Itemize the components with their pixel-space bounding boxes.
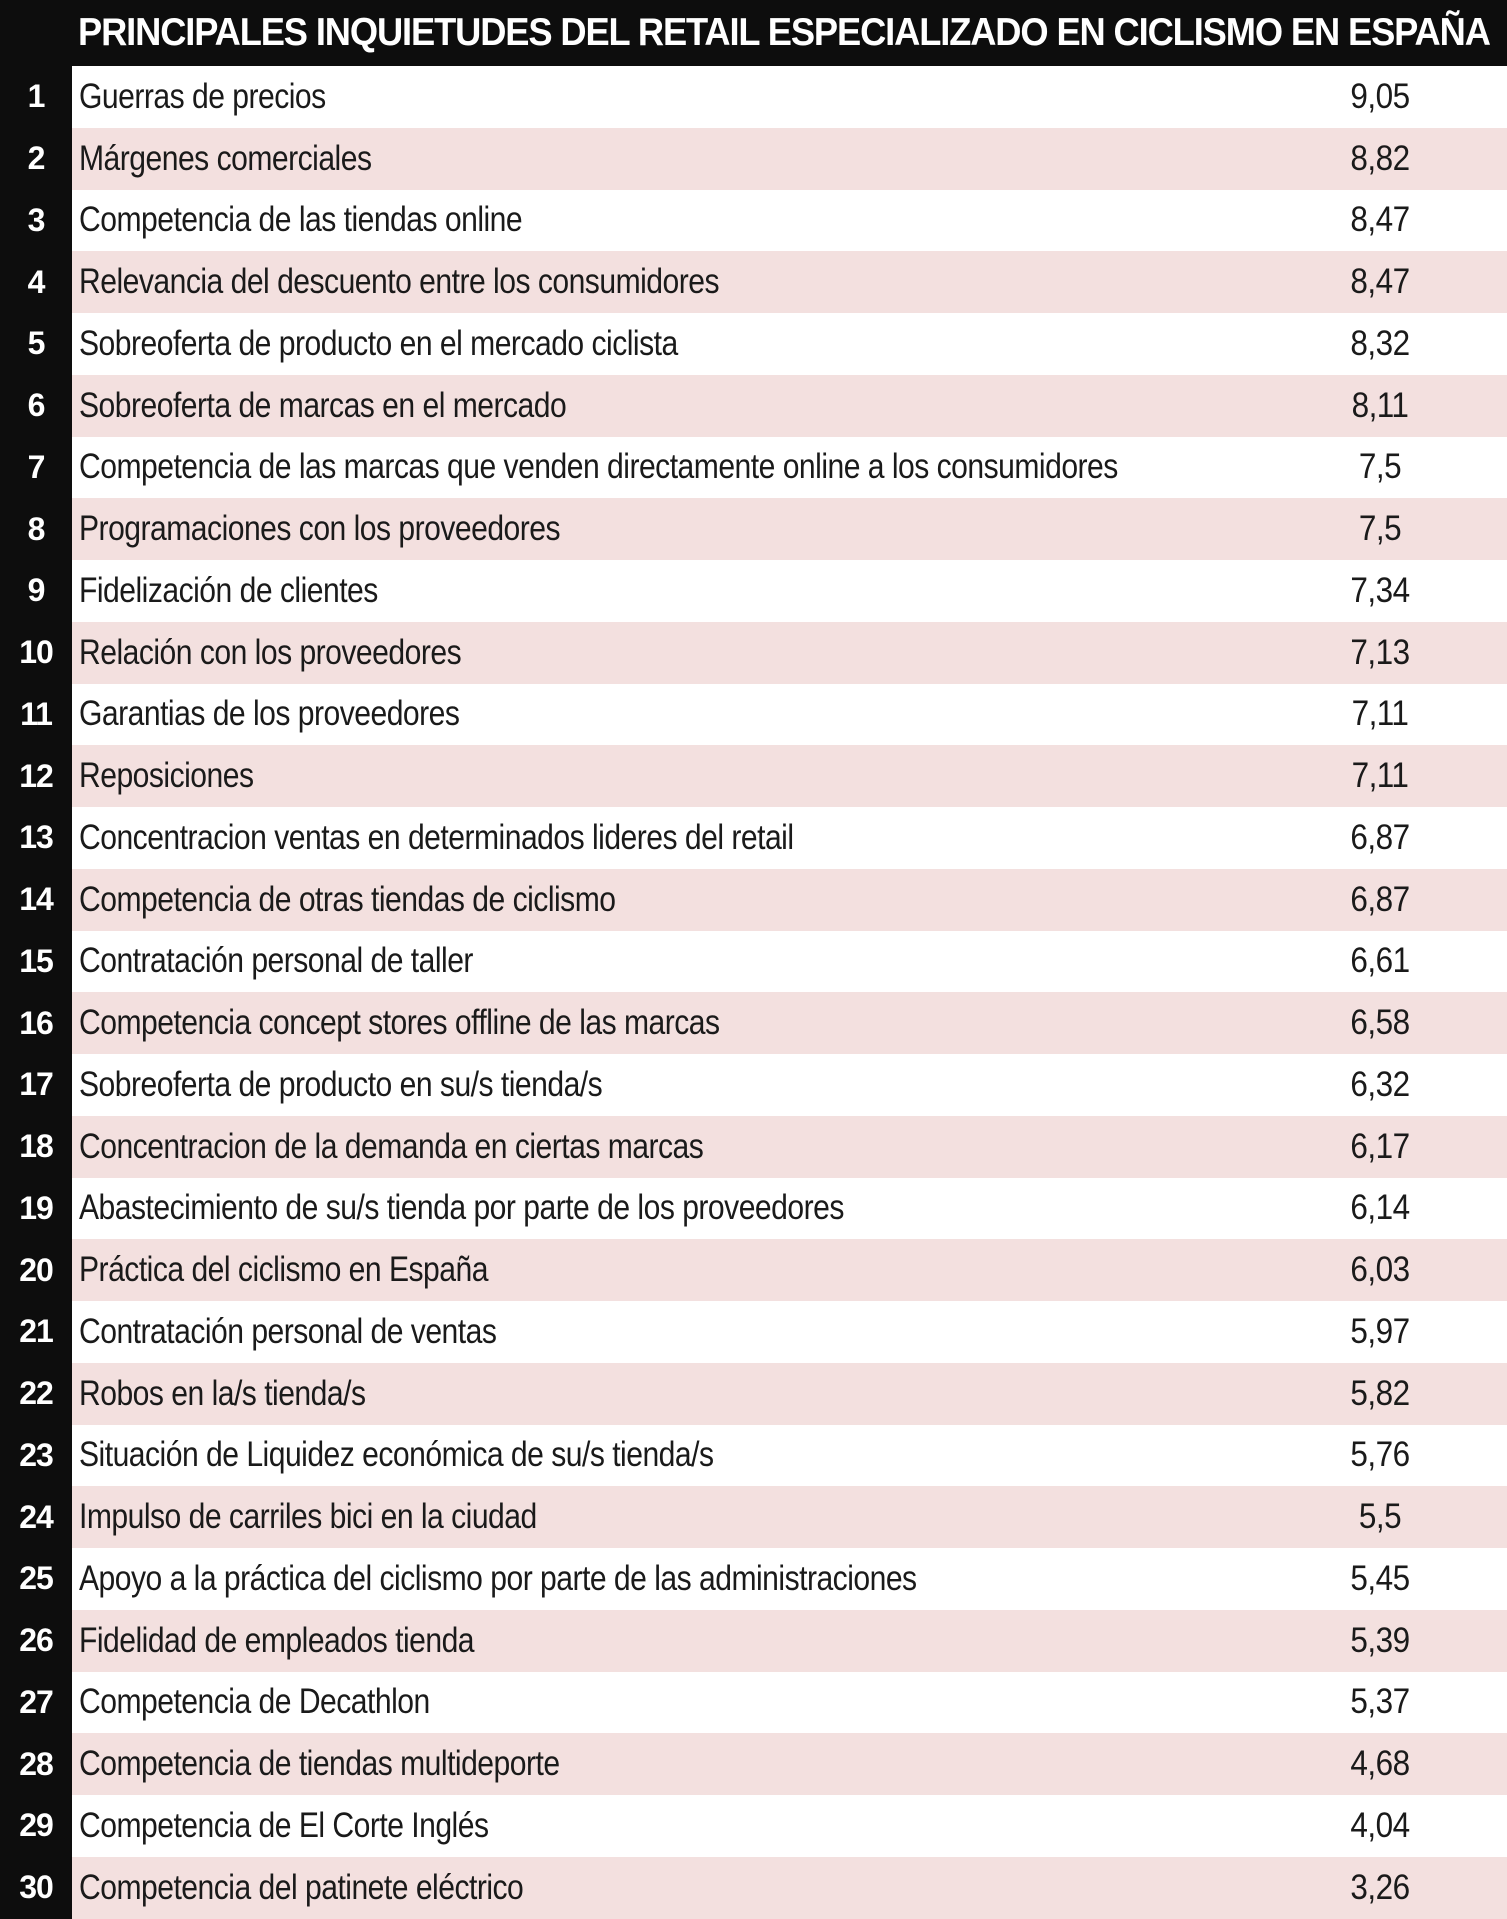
concern-label-cell — [72, 992, 1255, 1054]
rank-cell: 6 — [0, 375, 72, 437]
rank-cell: 30 — [0, 1857, 72, 1919]
score-value: 7,5 — [1358, 447, 1402, 487]
concern-label-cell — [72, 1486, 1255, 1548]
concern-label: Sobreoferta de producto en el mercado ciclista — [79, 323, 678, 363]
score-value: 5,76 — [1350, 1435, 1410, 1475]
table-row — [0, 622, 1507, 684]
score-cell — [1255, 1239, 1507, 1301]
score-value: 6,61 — [1350, 941, 1410, 981]
score-cell — [1255, 1425, 1507, 1487]
concern-label-cell — [72, 313, 1255, 375]
score-value: 7,13 — [1350, 632, 1410, 672]
score-value: 5,45 — [1350, 1558, 1410, 1598]
rank-cell: 24 — [0, 1486, 72, 1548]
score-cell — [1255, 684, 1507, 746]
score-cell — [1255, 992, 1507, 1054]
concern-label: Programaciones con los proveedores — [79, 509, 561, 549]
table-row — [0, 1425, 1507, 1487]
rank-cell: 27 — [0, 1672, 72, 1734]
rank-cell: 19 — [0, 1178, 72, 1240]
score-cell — [1255, 1363, 1507, 1425]
concern-label: Concentracion ventas en determinados lideres del retail — [79, 817, 794, 857]
concern-label-cell — [72, 1672, 1255, 1734]
concern-label-cell — [72, 622, 1255, 684]
concern-label-cell — [72, 251, 1255, 313]
score-cell — [1255, 190, 1507, 252]
score-value: 7,11 — [1351, 694, 1409, 734]
rank-cell: 4 — [0, 251, 72, 313]
table-title: PRINCIPALES INQUIETUDES DEL RETAIL ESPECIALIZADO EN CICLISMO EN ESPAÑA — [78, 11, 1490, 54]
score-value: 8,32 — [1350, 323, 1410, 363]
table-row — [0, 437, 1507, 499]
score-value: 8,47 — [1350, 262, 1410, 302]
concern-label: Guerras de precios — [79, 76, 326, 116]
table-row — [0, 560, 1507, 622]
concern-label-cell — [72, 1116, 1255, 1178]
table-row — [0, 1239, 1507, 1301]
rank-cell: 13 — [0, 807, 72, 869]
table-row — [0, 992, 1507, 1054]
concern-label: Relevancia del descuento entre los consumidores — [79, 262, 720, 302]
concern-label: Abastecimiento de su/s tienda por parte de los proveedores — [79, 1188, 844, 1228]
rank-cell: 23 — [0, 1425, 72, 1487]
concern-label: Contratación personal de ventas — [79, 1311, 497, 1351]
concern-label: Competencia de tiendas multideporte — [79, 1744, 560, 1784]
concern-label-cell — [72, 1239, 1255, 1301]
score-cell — [1255, 251, 1507, 313]
score-cell — [1255, 1548, 1507, 1610]
concern-label-cell — [72, 1610, 1255, 1672]
concern-label: Práctica del ciclismo en España — [79, 1250, 488, 1290]
rank-cell: 2 — [0, 128, 72, 190]
concern-label: Competencia de las tiendas online — [79, 200, 523, 240]
concern-label: Fidelización de clientes — [79, 570, 378, 610]
concern-label: Fidelidad de empleados tienda — [79, 1620, 475, 1660]
table-row — [0, 1301, 1507, 1363]
score-value: 5,39 — [1350, 1620, 1410, 1660]
rank-cell: 10 — [0, 622, 72, 684]
concern-label: Competencia de El Corte Inglés — [79, 1805, 489, 1845]
concern-label: Garantias de los proveedores — [79, 694, 460, 734]
rank-cell: 8 — [0, 498, 72, 560]
score-cell — [1255, 1301, 1507, 1363]
score-cell — [1255, 1610, 1507, 1672]
rank-cell: 7 — [0, 437, 72, 499]
concern-label-cell — [72, 1548, 1255, 1610]
concern-label: Apoyo a la práctica del ciclismo por parte de las administraciones — [79, 1558, 917, 1598]
rank-cell: 26 — [0, 1610, 72, 1672]
score-cell — [1255, 1178, 1507, 1240]
score-cell — [1255, 807, 1507, 869]
table-row — [0, 498, 1507, 560]
concern-label: Impulso de carriles bici en la ciudad — [79, 1497, 537, 1537]
score-value: 7,11 — [1351, 756, 1409, 796]
concern-label-cell — [72, 66, 1255, 128]
rank-cell: 5 — [0, 313, 72, 375]
table-row — [0, 1178, 1507, 1240]
rank-cell: 29 — [0, 1795, 72, 1857]
rank-cell: 15 — [0, 931, 72, 993]
concern-label: Relación con los proveedores — [79, 632, 462, 672]
concern-label-cell — [72, 1795, 1255, 1857]
score-value: 6,14 — [1350, 1188, 1410, 1228]
score-value: 9,05 — [1350, 76, 1410, 116]
table-row — [0, 66, 1507, 128]
table-row — [0, 1548, 1507, 1610]
table-row — [0, 375, 1507, 437]
concern-label-cell — [72, 931, 1255, 993]
table-header — [0, 0, 1507, 66]
rank-cell: 28 — [0, 1733, 72, 1795]
score-cell — [1255, 1857, 1507, 1919]
table-row — [0, 1733, 1507, 1795]
concern-label: Situación de Liquidez económica de su/s tienda/s — [79, 1435, 714, 1475]
score-value: 4,04 — [1350, 1805, 1410, 1845]
table-row — [0, 745, 1507, 807]
concern-label-cell — [72, 1054, 1255, 1116]
score-value: 3,26 — [1350, 1867, 1410, 1907]
score-value: 6,87 — [1350, 879, 1410, 919]
concern-label-cell — [72, 684, 1255, 746]
table-row — [0, 931, 1507, 993]
score-cell — [1255, 1054, 1507, 1116]
score-value: 5,97 — [1350, 1311, 1410, 1351]
score-cell — [1255, 1733, 1507, 1795]
concern-label: Competencia de otras tiendas de ciclismo — [79, 879, 616, 919]
rank-cell: 9 — [0, 560, 72, 622]
table-body — [0, 66, 1507, 1919]
score-value: 7,34 — [1350, 570, 1410, 610]
score-value: 5,82 — [1350, 1373, 1410, 1413]
rank-cell: 18 — [0, 1116, 72, 1178]
score-cell — [1255, 375, 1507, 437]
rank-cell: 3 — [0, 190, 72, 252]
concern-label: Contratación personal de taller — [79, 941, 473, 981]
concern-label: Sobreoferta de marcas en el mercado — [79, 385, 567, 425]
concern-label-cell — [72, 560, 1255, 622]
concern-label-cell — [72, 1425, 1255, 1487]
table-row — [0, 1795, 1507, 1857]
score-value: 8,11 — [1351, 385, 1409, 425]
table-row — [0, 1857, 1507, 1919]
score-value: 6,03 — [1350, 1250, 1410, 1290]
concern-label-cell — [72, 1363, 1255, 1425]
score-cell — [1255, 1116, 1507, 1178]
score-cell — [1255, 1795, 1507, 1857]
concern-label-cell — [72, 128, 1255, 190]
table-row — [0, 869, 1507, 931]
concern-label: Márgenes comerciales — [79, 138, 372, 178]
concern-label-cell — [72, 869, 1255, 931]
score-cell — [1255, 560, 1507, 622]
table-row — [0, 313, 1507, 375]
score-value: 4,68 — [1350, 1744, 1410, 1784]
table-row — [0, 807, 1507, 869]
rank-cell: 22 — [0, 1363, 72, 1425]
table-row — [0, 128, 1507, 190]
rank-cell: 11 — [0, 684, 72, 746]
score-cell — [1255, 128, 1507, 190]
concern-label-cell — [72, 1733, 1255, 1795]
concern-label: Concentracion de la demanda en ciertas marcas — [79, 1126, 704, 1166]
concern-label: Reposiciones — [79, 756, 254, 796]
score-cell — [1255, 869, 1507, 931]
concern-label-cell — [72, 190, 1255, 252]
score-value: 8,82 — [1350, 138, 1410, 178]
rank-cell: 21 — [0, 1301, 72, 1363]
table-row — [0, 1486, 1507, 1548]
concern-label-cell — [72, 807, 1255, 869]
score-value: 7,5 — [1358, 509, 1402, 549]
score-cell — [1255, 931, 1507, 993]
rank-cell: 12 — [0, 745, 72, 807]
score-value: 5,5 — [1358, 1497, 1402, 1537]
rank-cell: 25 — [0, 1548, 72, 1610]
score-cell — [1255, 622, 1507, 684]
table-row — [0, 1363, 1507, 1425]
concern-label-cell — [72, 1301, 1255, 1363]
rank-cell: 1 — [0, 66, 72, 128]
score-value: 8,47 — [1350, 200, 1410, 240]
score-value: 6,58 — [1350, 1003, 1410, 1043]
concern-label: Competencia de las marcas que venden directamente online a los consumidores — [79, 447, 1118, 487]
concern-label-cell — [72, 1178, 1255, 1240]
table-row — [0, 1054, 1507, 1116]
score-cell — [1255, 313, 1507, 375]
concern-label-cell — [72, 498, 1255, 560]
table-row — [0, 190, 1507, 252]
rank-cell: 17 — [0, 1054, 72, 1116]
score-cell — [1255, 437, 1507, 499]
concern-label: Robos en la/s tienda/s — [79, 1373, 366, 1413]
rank-cell: 20 — [0, 1239, 72, 1301]
score-cell — [1255, 745, 1507, 807]
score-cell — [1255, 1672, 1507, 1734]
score-cell — [1255, 66, 1507, 128]
concern-label-cell — [72, 437, 1255, 499]
score-value: 6,32 — [1350, 1064, 1410, 1104]
concern-label-cell — [72, 1857, 1255, 1919]
score-cell — [1255, 1486, 1507, 1548]
concern-label: Sobreoferta de producto en su/s tienda/s — [79, 1064, 603, 1104]
concern-label: Competencia del patinete eléctrico — [79, 1867, 524, 1907]
concern-label-cell — [72, 745, 1255, 807]
table-row — [0, 1116, 1507, 1178]
table-row — [0, 251, 1507, 313]
score-value: 5,37 — [1350, 1682, 1410, 1722]
table-row — [0, 1672, 1507, 1734]
concern-label-cell — [72, 375, 1255, 437]
score-value: 6,87 — [1350, 817, 1410, 857]
table-row — [0, 684, 1507, 746]
concern-label: Competencia de Decathlon — [79, 1682, 430, 1722]
rank-cell: 14 — [0, 869, 72, 931]
score-value: 6,17 — [1350, 1126, 1410, 1166]
rank-cell: 16 — [0, 992, 72, 1054]
concern-label: Competencia concept stores offline de las marcas — [79, 1003, 720, 1043]
score-cell — [1255, 498, 1507, 560]
table-row — [0, 1610, 1507, 1672]
